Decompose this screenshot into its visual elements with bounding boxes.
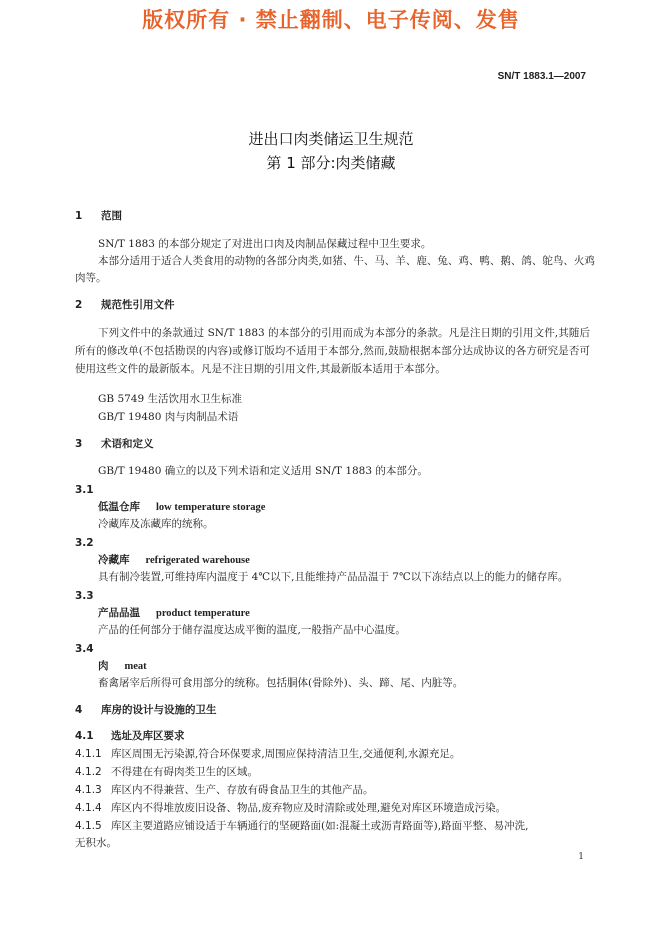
term-number: 3.3 (75, 590, 94, 602)
section-4-heading (75, 702, 590, 719)
paragraph: 下列文件中的条款通过 SN/T 1883 的本部分的引用而成为本部分的条款。凡是注日期的引用文件,其随后所有的修改单(不包括勘误的内容)或修订版均不适用于本部分,然而,鼓励根据本部分达成协议的各方研究是否可使用这些文件的最新版本。凡是不注日期的引用文件,其最新版本适用于本部分。 (75, 327, 590, 375)
document-subtitle: 第 1 部分:肉类储藏 (266, 154, 396, 172)
subsection-title: 选址及库区要求 (111, 730, 185, 742)
clause-item (75, 818, 590, 835)
term-cn: 产品品温 (98, 607, 140, 619)
term-en: low temperature storage (156, 502, 266, 513)
clause-text: 库区周围无污染源,符合环保要求,周围应保持清洁卫生,交通便利,水源充足。 (111, 748, 461, 760)
section-2-heading (75, 297, 590, 314)
clause-item (75, 746, 590, 763)
section-title: 规范性引用文件 (101, 299, 175, 311)
section-title: 术语和定义 (101, 438, 154, 450)
subsection-number: 4.1 (75, 730, 94, 742)
term-definition: 冷藏库及冻藏库的统称。 (98, 518, 214, 530)
page-number: 1 (578, 852, 584, 862)
term-definition: 产品的任何部分于储存温度达成平衡的温度,一般指产品中心温度。 (98, 624, 406, 636)
section-title: 范围 (101, 210, 122, 222)
section-number: 3 (75, 438, 83, 450)
term-cn: 冷藏库 (98, 554, 130, 566)
section-number: 1 (75, 210, 83, 222)
section-number: 2 (75, 299, 83, 311)
term-cn: 低温仓库 (98, 501, 140, 513)
clause-continuation: 无积水。 (75, 837, 117, 849)
clause-text: 库区内不得兼营、生产、存放有碍食品卫生的其他产品。 (111, 784, 374, 796)
reference-item: GB/T 19480 肉与肉制品术语 (98, 411, 239, 423)
term-definition: 畜禽屠宰后所得可食用部分的统称。包括胴体(骨除外)、头、蹄、尾、内脏等。 (98, 677, 464, 689)
standard-number: SN/T 1883.1—2007 (497, 71, 586, 82)
term-number: 3.4 (75, 643, 94, 655)
clause-text: 不得建在有碍肉类卫生的区域。 (111, 766, 258, 778)
clause-number: 4.1.3 (75, 784, 102, 796)
copyright-banner: 版权所有 · 禁止翻制、电子传阅、发售 (142, 8, 520, 32)
term-number: 3.1 (75, 484, 94, 496)
term-name (75, 605, 590, 622)
subsection-heading (75, 728, 590, 745)
clause-number: 4.1.5 (75, 820, 102, 832)
term-name (75, 499, 590, 516)
clause-number: 4.1.2 (75, 766, 102, 778)
clause-number: 4.1.4 (75, 802, 102, 814)
term-name (75, 552, 590, 569)
term-en: product temperature (156, 608, 250, 619)
paragraph-continuation: 肉等。 (75, 272, 107, 284)
term-number: 3.2 (75, 537, 94, 549)
section-3-heading (75, 436, 590, 453)
section-1-heading (75, 208, 590, 225)
paragraph: 本部分适用于适合人类食用的动物的各部分肉类,如猪、牛、马、羊、鹿、兔、鸡、鸭、鹅、鸽、鸵鸟、火鸡 (98, 255, 595, 267)
paragraph: GB/T 19480 确立的以及下列术语和定义适用 SN/T 1883 的本部分。 (98, 465, 428, 477)
document-title: 进出口肉类储运卫生规范 (248, 130, 414, 148)
term-en: refrigerated warehouse (145, 555, 250, 566)
clause-text: 库区主要道路应铺设适于车辆通行的坚硬路面(如:混凝土或沥青路面等),路面平整、易冲洗, (111, 820, 529, 832)
clause-item (75, 782, 590, 799)
clause-item (75, 764, 590, 781)
section-number: 4 (75, 704, 83, 716)
clause-number: 4.1.1 (75, 748, 102, 760)
clause-item (75, 800, 590, 817)
clause-text: 库区内不得堆放废旧设备、物品,废弃物应及时清除或处理,避免对库区环境造成污染。 (111, 802, 507, 814)
term-cn: 肉 (98, 660, 109, 672)
term-en: meat (124, 661, 147, 672)
reference-item: GB 5749 生活饮用水卫生标准 (98, 393, 243, 405)
paragraph: SN/T 1883 的本部分规定了对进出口肉及肉制品保藏过程中卫生要求。 (98, 238, 432, 250)
section-title: 库房的设计与设施的卫生 (101, 704, 217, 716)
term-definition: 具有制冷装置,可维持库内温度于 4℃以下,且能维持产品品温于 7℃以下冻结点以上的能力的储存库。 (98, 571, 569, 583)
term-name (75, 658, 590, 675)
